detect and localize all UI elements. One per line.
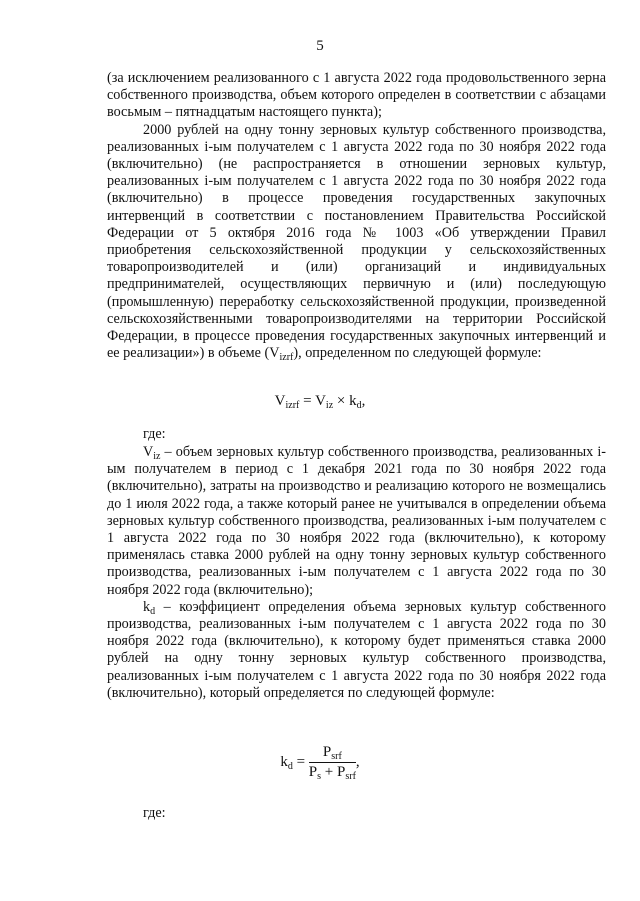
definition-viz-symbol: $V_{iz}$ xyxy=(143,444,161,462)
paragraph-rate-2000 xyxy=(107,122,606,363)
paragraph-continuation: (за исключением реализованного с 1 августа 2022 года продовольственного зерна собственного производства, объем которого определен в соответствии с абзацами восьмым – пятнадцатым настоящего пункта); xyxy=(107,70,606,121)
formula2-lhs: $k_d$ xyxy=(280,753,293,772)
formula-kd xyxy=(0,744,640,781)
formula-term-kd: $k_d$ xyxy=(349,393,362,411)
formula-tail: , xyxy=(361,393,366,409)
paragraph-rate-2000-text: 2000 рублей на одну тонну зерновых культур собственного производства, реализованных i-ым получателем с 1 августа 2022 года по 30 ноября 2022 года (включительно) (не распространяется в отношении зерновых культур, реализованных i-ым получателем с 1 августа 2022 года по 30 ноября 2022 года (включительно) в процессе проведения государственных закупочных интервенций в соответствии с постановлением Правительства Российской Федерации от 5 октября 2016 года № 1003 «Об утверждении Правил приобретения сельскохозяйственной продукции у сельскохозяйственных товаропроизводителей и (или) организаций и индивидуальных предпринимателей, осуществляющих первичную и (или) последующую (промышленную) переработку сельскохозяйственной продукции, произведенной сельскохозяйственными товаропроизводителями на территории Российской Федерации, в процессе проведения государственных закупочных интервенций и ее реализации») в объеме ( xyxy=(107,121,606,362)
where-label-1: где: xyxy=(143,426,166,442)
text-block-2 xyxy=(107,444,606,702)
page-number: 5 xyxy=(316,38,324,54)
formula-eq: = xyxy=(299,393,316,409)
definition-kd-text: – коэффициент определения объема зерновых культур собственного производства, реализованных i-ым получателем с 1 августа 2022 года по 30 ноября 2022 года (включительно), к которому будет применяться ставка 2000 рублей на одну тонну зерновых культур собственного производства, реализованных i-ым получателем с 1 августа 2022 года по 30 ноября 2022 года (включительно), который определяется по следующей формуле: xyxy=(107,598,606,701)
formula2-numerator: $P_{srf}$ xyxy=(309,744,356,763)
formula-v-izrf xyxy=(0,393,640,410)
where-label-2: где: xyxy=(143,805,166,821)
definition-viz-text: – объем зерновых культур собственного производства, реализованных i-ым получателем в период с 1 декабря 2021 года по 30 ноября 2022 года (включительно), затраты на производство и реализацию которого не возмещались до 1 июля 2022 года, а также который ранее не учитывался в определении объема зерновых культур собственного производства, реализованных i-ым получателем с 1 августа 2022 года по 30 ноября 2022 года (включительно), к которому применялась ставка 2000 рублей на одну тонну зерновых культур собственного производства, реализованных i-ым получателем с 1 августа 2022 года по 30 ноября 2022 года (включительно); xyxy=(107,444,606,598)
formula2-eq: = xyxy=(292,753,309,770)
formula2-fraction xyxy=(309,744,356,781)
paragraph-rate-2000-end: ), определенном по следующей формуле: xyxy=(293,345,542,362)
var-v-izrf: $V_{izrf}$ xyxy=(269,345,294,364)
text-block-1 xyxy=(107,70,606,362)
definition-kd-symbol: $k_d$ xyxy=(143,598,156,617)
formula-term-viz: $V_{iz}$ xyxy=(315,393,334,411)
formula2-tail: , xyxy=(355,753,360,770)
definition-kd xyxy=(107,599,606,702)
definition-viz xyxy=(107,444,606,599)
formula2-denominator: $P_s + P_{srf}$ xyxy=(308,764,356,782)
formula-lhs: $V_{izrf}$ xyxy=(274,393,300,411)
formula-times: × xyxy=(333,393,350,409)
